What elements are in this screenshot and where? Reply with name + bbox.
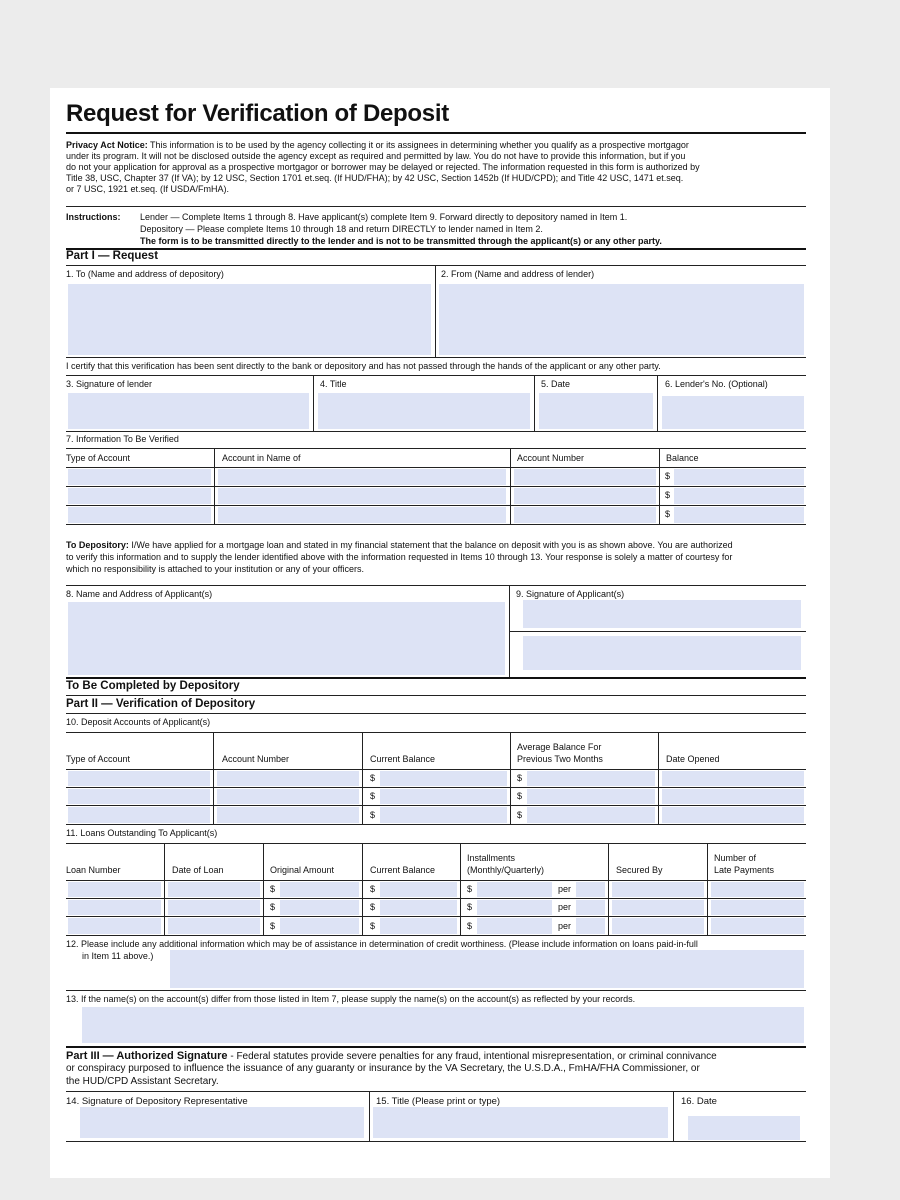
lender-number-field[interactable] (662, 396, 804, 429)
installment-amount-field[interactable] (477, 882, 552, 897)
col11-late-payments: Late Payments (714, 865, 775, 875)
lender-name-address-field[interactable] (439, 284, 804, 355)
divider (66, 1091, 806, 1092)
deposit-date-opened-field[interactable] (662, 771, 804, 786)
dollar-sign: $ (270, 921, 276, 931)
divider (66, 713, 806, 714)
divider (460, 843, 461, 935)
divider (66, 585, 806, 586)
divider (66, 769, 806, 770)
part-2-heading: Part II — Verification of Depository (66, 698, 256, 710)
col10-previous-two-months: Previous Two Months (517, 754, 603, 764)
item-11-label: 11. Loans Outstanding To Applicant(s) (66, 828, 218, 838)
col10-date-opened: Date Opened (666, 754, 720, 764)
divider (435, 265, 436, 357)
col11-secured-by: Secured By (616, 865, 663, 875)
instructions-label: Instructions: (66, 212, 121, 222)
item-12-line-2: in Item 11 above.) (82, 951, 154, 961)
divider (66, 206, 806, 207)
item-13-label: 13. If the name(s) on the account(s) differ from those listed in Item 7, please supply the name(s) on the account(s) as reflected by your records. (66, 994, 636, 1004)
privacy-label: Privacy Act Notice: (66, 140, 148, 150)
deposit-average-balance-field[interactable] (527, 807, 655, 823)
divider (66, 375, 806, 376)
original-amount-field[interactable] (280, 900, 359, 915)
divider (66, 898, 806, 899)
divider (362, 732, 363, 824)
dollar-sign: $ (370, 791, 376, 801)
divider (66, 448, 806, 449)
applicant-signature-field-2[interactable] (523, 636, 801, 670)
deposit-current-balance-field[interactable] (380, 789, 507, 804)
secured-by-field[interactable] (612, 882, 704, 897)
divider (362, 843, 363, 935)
secured-by-field[interactable] (612, 900, 704, 915)
loan-number-field[interactable] (68, 900, 161, 915)
loan-date-field[interactable] (168, 900, 260, 915)
col-balance: Balance (666, 453, 699, 463)
divider (66, 805, 806, 806)
item-15-label: 15. Title (Please print or type) (376, 1096, 501, 1107)
dollar-sign: $ (467, 921, 473, 931)
title-rule (66, 132, 806, 134)
col11-original-amount: Original Amount (270, 865, 335, 875)
divider (313, 375, 314, 431)
col10-type-of-account: Type of Account (66, 754, 131, 764)
item-9-label: 9. Signature of Applicant(s) (516, 589, 625, 599)
installment-period-field[interactable] (576, 882, 605, 897)
divider (66, 431, 806, 432)
late-payments-field[interactable] (711, 900, 804, 915)
part-3-text-1: - Federal statutes provide severe penalties for any fraud, intentional misrepresentation, or criminal connivance (227, 1051, 717, 1062)
deposit-date-opened-field[interactable] (662, 789, 804, 804)
account-in-name-of-field[interactable] (218, 469, 506, 485)
depository-heading: To Be Completed by Depository (66, 680, 240, 692)
loan-number-field[interactable] (68, 882, 161, 897)
per-label: per (558, 884, 572, 894)
account-number-field[interactable] (514, 469, 656, 485)
installment-period-field[interactable] (576, 900, 605, 915)
col10-current-balance: Current Balance (370, 754, 436, 764)
item-5-label: 5. Date (541, 379, 571, 389)
type-of-account-field[interactable] (68, 488, 211, 504)
balance-field[interactable] (674, 488, 804, 504)
divider (66, 505, 806, 506)
lender-title-field[interactable] (318, 393, 530, 429)
privacy-line-4: Title 38, USC, Chapter 37 (If VA); by 12 USC, Section 1701 et.seq. (If HUD/FHA); by 42 USC, Section 1452b (If HUD/CPD); and Title 42 USC, 1471 et.seq. (66, 173, 684, 183)
late-payments-field[interactable] (711, 918, 804, 934)
divider (66, 1046, 806, 1048)
part-3-line-2: or conspiracy purposed to influence the issuance of any guaranty or insurance by the VA Secretary, the U.S.D.A., FmHA/FHA Commissioner, or (66, 1063, 700, 1075)
dollar-sign: $ (270, 884, 276, 894)
item-6-label: 6. Lender's No. (Optional) (665, 379, 768, 389)
divider (66, 486, 806, 487)
col-account-number: Account Number (517, 453, 585, 463)
form-title: Request for Verification of Deposit (66, 100, 449, 127)
dollar-sign: $ (467, 902, 473, 912)
divider (658, 732, 659, 824)
item-16-label: 16. Date (681, 1096, 717, 1107)
divider (66, 843, 806, 844)
privacy-line-1: This information is to be used by the agency collecting it or its assignees in determining whether you qualify as a prospective mortgagor (150, 140, 689, 150)
account-in-name-of-field[interactable] (218, 507, 506, 523)
divider (66, 695, 806, 696)
item-8-label: 8. Name and Address of Applicant(s) (66, 589, 213, 599)
loan-number-field[interactable] (68, 918, 161, 934)
per-label: per (558, 902, 572, 912)
deposit-account-number-field[interactable] (217, 789, 359, 804)
col10-average-balance: Average Balance For (517, 742, 602, 752)
divider (673, 1091, 674, 1141)
dollar-sign: $ (370, 810, 376, 820)
privacy-line-2: under its program. It will not be disclosed outside the agency except as required and permitted by law. You do not have to provide this information, but if you (66, 151, 686, 161)
col-type-of-account: Type of Account (66, 453, 131, 463)
divider (66, 677, 806, 679)
dollar-sign: $ (665, 490, 671, 500)
deposit-average-balance-field[interactable] (527, 771, 655, 786)
installment-amount-field[interactable] (477, 900, 552, 915)
divider (608, 843, 609, 935)
divider (66, 357, 806, 358)
dollar-sign: $ (370, 773, 376, 783)
divider (510, 732, 511, 824)
dollar-sign: $ (665, 509, 671, 519)
dollar-sign: $ (270, 902, 276, 912)
item-1-label: 1. To (Name and address of depository) (66, 269, 224, 279)
loan-date-field[interactable] (168, 882, 260, 897)
divider (66, 265, 806, 266)
account-in-name-of-field[interactable] (218, 488, 506, 504)
item-4-label: 4. Title (320, 379, 347, 389)
divider (263, 843, 264, 935)
col11-number-of: Number of (714, 853, 757, 863)
part-3-line-3: the HUD/CPD Assistant Secretary. (66, 1075, 219, 1087)
deposit-type-field[interactable] (68, 789, 210, 804)
divider (534, 375, 535, 431)
loan-current-balance-field[interactable] (380, 900, 457, 915)
privacy-notice (66, 140, 806, 195)
deposit-type-field[interactable] (68, 771, 210, 786)
deposit-current-balance-field[interactable] (380, 771, 507, 786)
account-number-field[interactable] (514, 507, 656, 523)
to-depository-label: To Depository: (66, 540, 129, 550)
col10-account-number: Account Number (222, 754, 290, 764)
divider (66, 787, 806, 788)
loan-date-field[interactable] (168, 918, 260, 934)
item-3-label: 3. Signature of lender (66, 379, 153, 389)
divider (707, 843, 708, 935)
balance-field[interactable] (674, 507, 804, 523)
applicant-name-address-field[interactable] (68, 602, 505, 675)
item-12-line-1: 12. Please include any additional information which may be of assistance in determination of credit worthiness. (Please include information on loans paid-in-full (66, 939, 698, 949)
account-names-field[interactable] (82, 1007, 804, 1043)
depository-signature-field[interactable] (80, 1107, 364, 1138)
to-depository-line-2: to verify this information and to supply the lender identified above with the information requested in Items 10 through 13. Your response is solely a matter of courtesy for (66, 552, 733, 562)
instructions-line-3: The form is to be transmitted directly to the lender and is not to be transmitted through the applicant(s) or any other party. (140, 236, 662, 246)
dollar-sign: $ (517, 810, 523, 820)
to-depository-statement (66, 540, 806, 575)
installment-amount-field[interactable] (477, 918, 552, 934)
privacy-line-3: do not your application for approval as a prospective mortgagor or borrower may be delayed or rejected. The information requested in this form is authorized by (66, 162, 700, 172)
divider (369, 1091, 370, 1141)
certify-statement: I certify that this verification has been sent directly to the bank or depository and has not passed through the hands of the applicant or any other party. (66, 361, 661, 371)
account-number-field[interactable] (514, 488, 656, 504)
instructions-line-2: Depository — Please complete Items 10 through 18 and return DIRECTLY to lender named in Item 2. (140, 224, 543, 234)
to-depository-line-3: which no responsibility is attached to your institution or any of your officers. (66, 564, 364, 574)
divider (66, 467, 806, 468)
dollar-sign: $ (370, 902, 376, 912)
request-date-field[interactable] (539, 393, 653, 429)
divider (66, 824, 806, 825)
type-of-account-field[interactable] (68, 507, 211, 523)
item-2-label: 2. From (Name and address of lender) (441, 269, 595, 279)
col11-current-balance: Current Balance (370, 865, 436, 875)
to-depository-line-1: I/We have applied for a mortgage loan and stated in my financial statement that the balance on deposit with you is as shown above. You are authorized (131, 540, 733, 550)
divider (657, 375, 658, 431)
divider (66, 916, 806, 917)
divider (164, 843, 165, 935)
col-account-in-name-of: Account in Name of (222, 453, 301, 463)
loan-current-balance-field[interactable] (380, 918, 457, 934)
item-10-label: 10. Deposit Accounts of Applicant(s) (66, 717, 211, 727)
divider (66, 990, 806, 991)
deposit-current-balance-field[interactable] (380, 807, 507, 823)
type-of-account-field[interactable] (68, 469, 211, 485)
divider (66, 524, 806, 525)
deposit-account-number-field[interactable] (217, 771, 359, 786)
dollar-sign: $ (467, 884, 473, 894)
deposit-account-number-field[interactable] (217, 807, 359, 823)
col11-monthly-quarterly: (Monthly/Quarterly) (467, 865, 545, 875)
divider (510, 631, 806, 632)
col11-loan-number: Loan Number (66, 865, 121, 875)
divider (66, 1141, 806, 1142)
dollar-sign: $ (517, 791, 523, 801)
late-payments-field[interactable] (711, 882, 804, 897)
divider (66, 880, 806, 881)
part-1-heading: Part I — Request (66, 250, 159, 262)
part-3-statement (66, 1050, 806, 1088)
depository-date-field[interactable] (688, 1116, 800, 1140)
dollar-sign: $ (370, 921, 376, 931)
privacy-line-5: or 7 USC, 1921 et.seq. (If USDA/FmHA). (66, 184, 230, 194)
applicant-signature-field-1[interactable] (523, 600, 801, 628)
dollar-sign: $ (370, 884, 376, 894)
original-amount-field[interactable] (280, 882, 359, 897)
part-3-heading: Part III — Authorized Signature (66, 1050, 228, 1062)
depository-title-field[interactable] (373, 1107, 668, 1138)
col11-date-of-loan: Date of Loan (172, 865, 224, 875)
deposit-type-field[interactable] (68, 807, 210, 823)
lender-signature-field[interactable] (68, 393, 309, 429)
secured-by-field[interactable] (612, 918, 704, 934)
item-14-label: 14. Signature of Depository Representative (66, 1096, 248, 1107)
dollar-sign: $ (665, 471, 671, 481)
col11-installments: Installments (467, 853, 516, 863)
balance-field[interactable] (674, 469, 804, 485)
loan-current-balance-field[interactable] (380, 882, 457, 897)
instructions-line-1: Lender — Complete Items 1 through 8. Have applicant(s) complete Item 9. Forward directly to depository named in Item 1. (140, 212, 628, 222)
depository-name-address-field[interactable] (68, 284, 431, 355)
dollar-sign: $ (517, 773, 523, 783)
divider (66, 732, 806, 733)
installment-period-field[interactable] (576, 918, 605, 934)
item-7-label: 7. Information To Be Verified (66, 434, 179, 444)
original-amount-field[interactable] (280, 918, 359, 934)
per-label: per (558, 921, 572, 931)
divider (213, 732, 214, 824)
deposit-average-balance-field[interactable] (527, 789, 655, 804)
divider (66, 935, 806, 936)
deposit-date-opened-field[interactable] (662, 807, 804, 823)
divider (66, 248, 806, 250)
additional-information-field[interactable] (170, 950, 804, 988)
